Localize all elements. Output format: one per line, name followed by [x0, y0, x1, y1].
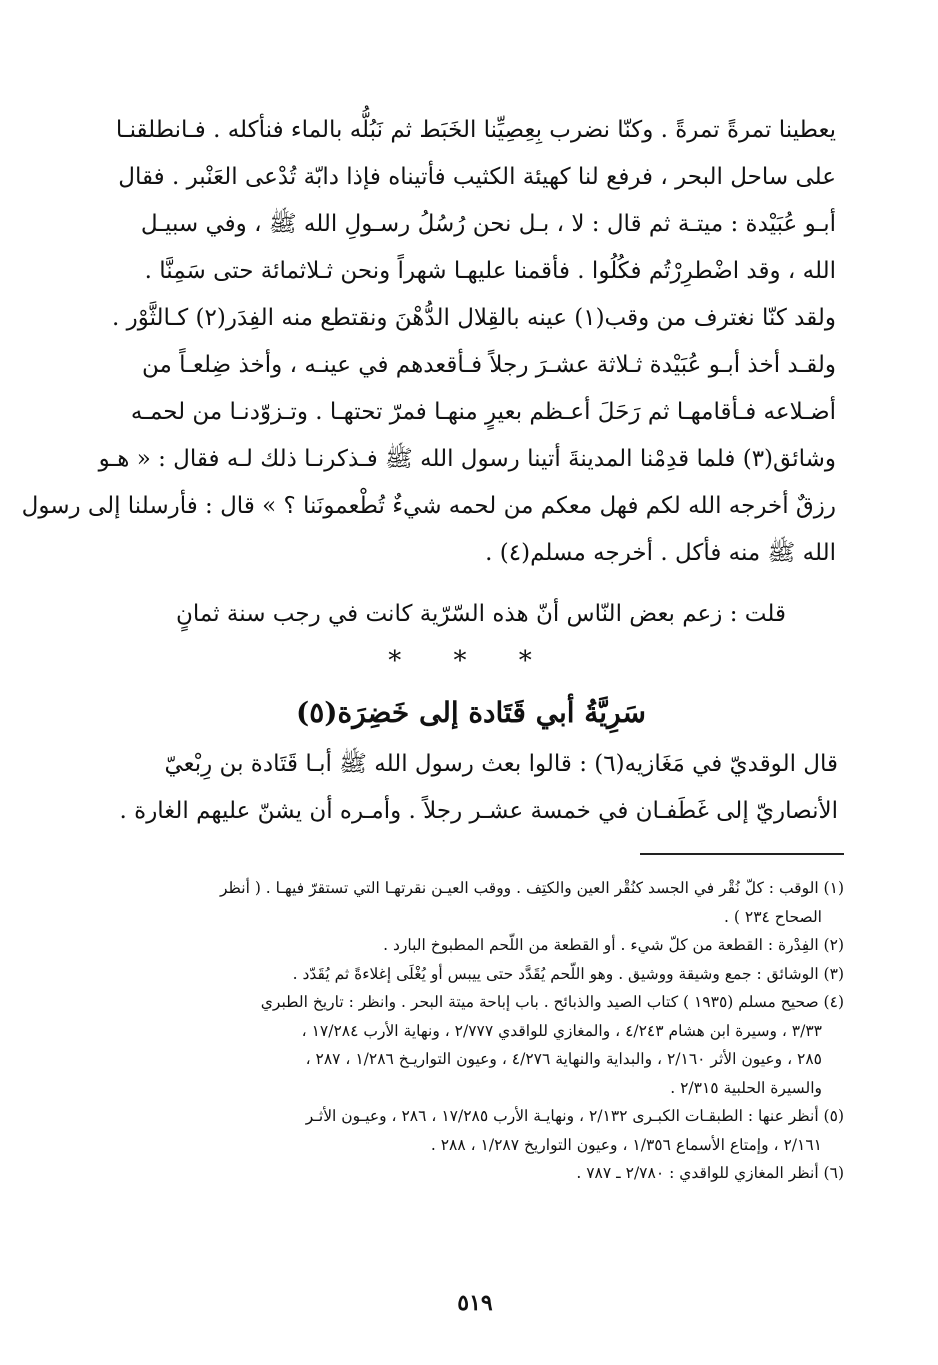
footnote-2-line: (٢) الفِدْرة : القطعة من كلّ شيء . أو القطعة من اللّحم المطبوخ البارد . — [383, 936, 844, 954]
footnote-4-line: (٤) صحيح مسلم (١٩٣٥ ) كتاب الصيد والذبائح . باب إباحة ميتة البحر . وانظر : تاريخ الطبري — [260, 993, 844, 1011]
page-number: ٥١٩ — [457, 1290, 493, 1316]
body-line: رزقٌ أخرجه الله لكم فهل معكم من لحمه شيءٌ تُطْعمونَنا ؟ » قال : فأرسلنا إلى رسول — [21, 493, 836, 519]
section-body — [119, 741, 838, 835]
footnote-5-line: (٥) أنظر عنها : الطبقـات الكبـرى ٢/١٣٢ ، ونهايـة الأرب ١٧/٢٨٥ ، ٢٨٦ ، وعيـون الأثـر — [305, 1107, 844, 1125]
footnote-4-line: ٣/٣٣ ، وسيرة ابن هشام ٤/٢٤٣ ، والمغازي للواقدي ٢/٧٧٧ ، ونهاية الأرب ١٧/٢٨٤ ، — [301, 1021, 822, 1040]
body-line: ولقـد أخذ أبـو عُبَيْدة ثـلاثة عشـرَ رجلاً فـأقعدهم في عينـه ، وأخذ ضِلعـاً من — [142, 352, 836, 378]
section-heading: سَرِيَّةُ أبي قَتَادة إلى خَضِرَة(٥) — [295, 696, 647, 729]
section-divider-stars: * * * — [388, 646, 554, 676]
body-line: أضـلاعه فـأقامهـا ثم رَحَلَ أعـظم بعيرٍ منهـا فمرّ تحتهـا . وتـزوّدنـا من لحمـه — [130, 399, 836, 425]
footnote-4-line: ٢٨٥ ، وعيون الأثر ٢/١٦٠ ، والبداية والنهاية ٤/٢٧٦ ، وعيون التواريـخ ١/٢٨٦ ، ٢٨٧ ، — [305, 1050, 822, 1068]
author-note: قلت : زعم بعض النّاس أنّ هذه السّرّية كانت في رجب سنة ثمانٍ — [176, 601, 786, 627]
section-line: الأنصاريّ إلى غَطَفـان في خمسة عشـر رجلاً . وأمـره أن يشنّ عليهم الغارة . — [119, 798, 838, 824]
footnote-separator — [640, 853, 844, 855]
footnote-1-line: الصحاح ٢٣٤ ) . — [724, 907, 822, 926]
footnote-5-line: ٢/١٦١ ، وإمتاع الأسماع ١/٣٥٦ ، وعيون التواريخ ١/٢٨٧ ، ٢٨٨ . — [430, 1135, 822, 1154]
footnotes — [138, 874, 844, 1188]
footnote-6-line: (٦) أنظر المغازي للواقدي : ٢/٧٨٠ ـ ٧٨٧ . — [576, 1164, 844, 1182]
body-line: على ساحل البحر ، فرفع لنا كهيئة الكثيب فأتيناه فإذا دابّة تُدْعى العَنْبر . فقال — [118, 164, 836, 190]
body-line: الله ﷺ منه فأكل . أخرجه مسلم(٤) . — [485, 540, 836, 566]
body-line: الله ، وقد اضْطرِرْتُم فكُلُوا . فأقمنا عليهـا شهراً ونحن ثـلاثمائة حتى سَمِنَّا . — [144, 258, 836, 284]
section-line: قال الوقديّ في مَغَازيه(٦) : قالوا بعث رسول الله ﷺ أبـا قَتَادة بن رِبْعيّ — [164, 751, 838, 777]
footnote-3-line: (٣) الوشائق : جمع وشيقة ووشيق . وهو اللّحم يُقَدَّد حتى ييبس أو يُغْلَى إغلاءةً ثم يُقَدّد . — [292, 964, 844, 983]
body-line: ولقد كنّا نغترف من وقب(١) عينه بالقِلال الدُّهْنَ ونقتطع منه الفِدَر(٢) كـالثَّوْر . — [111, 305, 836, 331]
body-text — [21, 107, 836, 577]
body-line: يعطينا تمرةً تمرةً . وكنّا نضرب بِعِصِيِّنا الخَبَط ثم نَبُلُّه بالماء فنأكله . فـانطلقنـا — [115, 117, 836, 143]
body-line: وشائق(٣) فلما قدِمْنا المدينةَ أتينا رسول الله ﷺ فـذكرنـا ذلك لـه فقال : « هـو — [98, 446, 836, 472]
footnote-4-line: والسيرة الحلبية ٢/٣١٥ . — [670, 1078, 822, 1097]
footnote-1-line: (١) الوقب : كلّ نُقْر في الجسد كنُقْر العين والكتِف . ووقب العيـن نقرتهـا التي تستقرّ فيهـا . ( أنظر — [220, 879, 844, 897]
body-line: أبـو عُبَيْدة : ميتـة ثم قال : لا ، بـل نحن رُسُلُ رسـولِ الله ﷺ ، وفي سبيـل — [140, 211, 836, 237]
